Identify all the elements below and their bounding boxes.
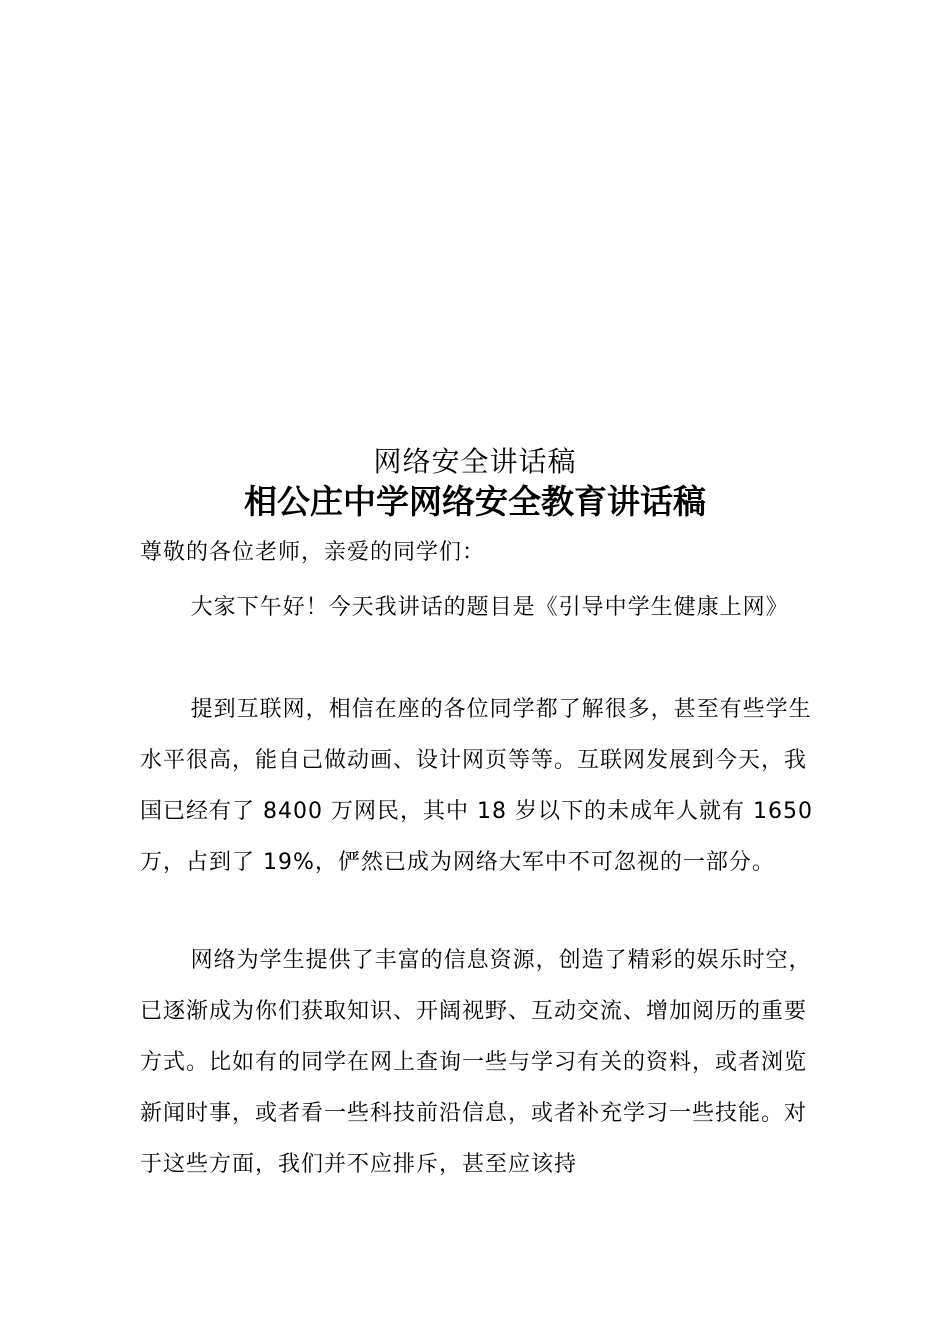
- speech-heading: 相公庄中学网络安全教育讲话稿: [244, 482, 706, 521]
- paragraph-2: 提到互联网，相信在座的各位同学都了解很多，甚至有些学生水平很高，能自己做动画、设计网页等等。互联网发展到今天，我国已经有了 8400 万网民，其中 18 岁以下的未成年人就有 1650 万，占到了 19%，俨然已成为网络大军中不可忽视的一部分。: [140, 697, 813, 875]
- document-title: 网络安全讲话稿: [373, 445, 577, 478]
- salutation: 尊敬的各位老师，亲爱的同学们：: [140, 540, 486, 565]
- paragraph-3: 网络为学生提供了丰富的信息资源，创造了精彩的娱乐时空，已逐渐成为你们获取知识、开阔视野、互动交流、增加阅历的重要方式。比如有的同学在网上查询一些与学习有关的资料，或者浏览新闻时事，或者看一些科技前沿信息，或者补充学习一些技能。对于这些方面，我们并不应排斥，甚至应该持: [140, 948, 812, 1177]
- paragraph-1: 大家下午好！今天我讲话的题目是《引导中学生健康上网》: [190, 595, 789, 620]
